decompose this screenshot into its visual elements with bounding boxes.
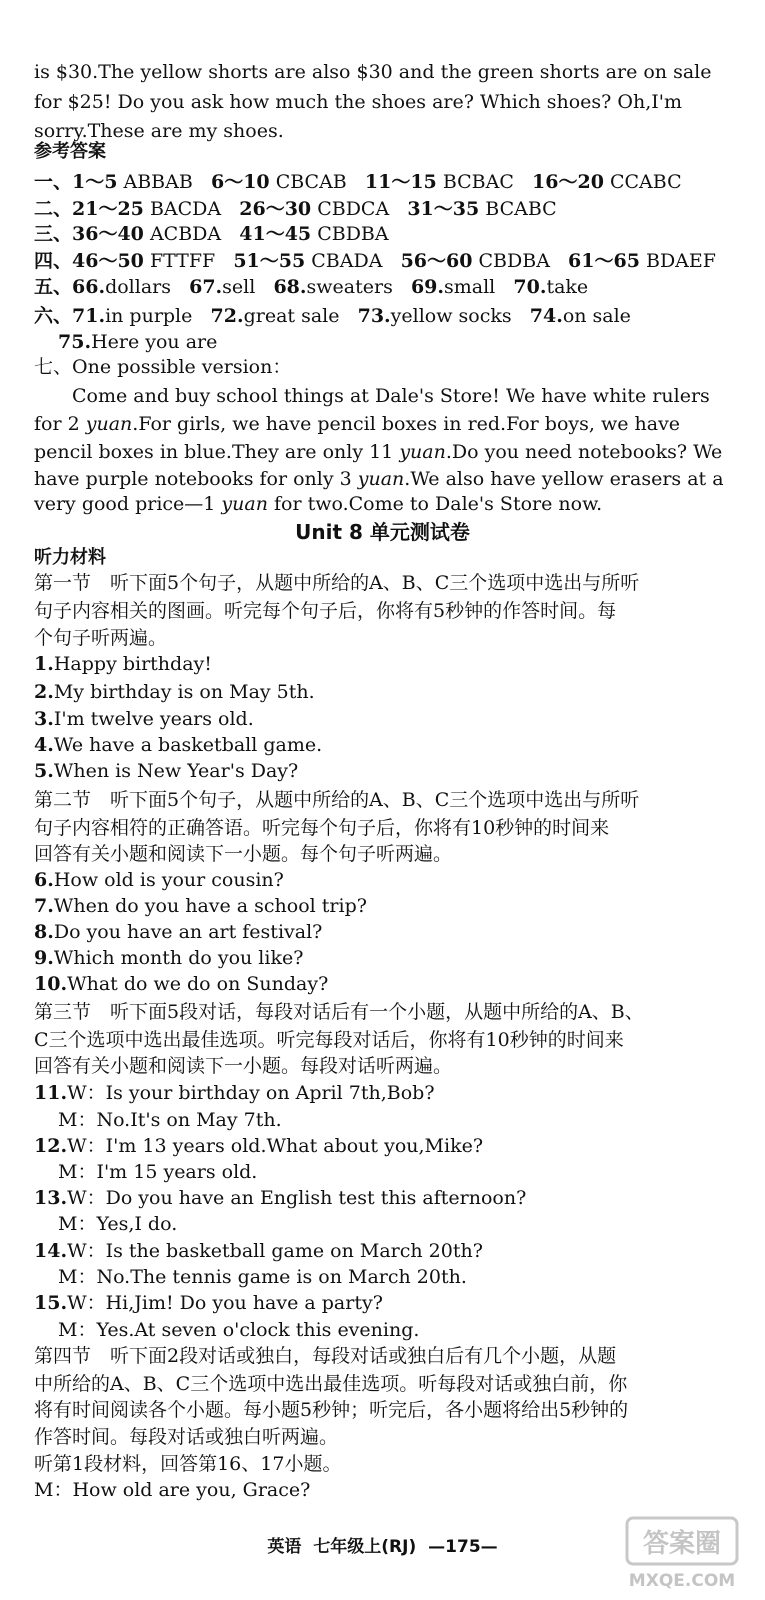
footer-grade: 七年级上(RJ) [313, 1537, 417, 1557]
item-number: 5. [34, 760, 54, 782]
item-text: Happy birthday! [53, 653, 212, 675]
answer-key: CBDBA [317, 223, 389, 245]
answer-num: 六、71. [34, 305, 106, 327]
item-text: We have a basketball game. [53, 734, 323, 756]
list-item [34, 650, 755, 678]
answer-key: CCABC [609, 171, 682, 193]
answer-num: 五、66. [34, 276, 106, 298]
answer-word: sell [222, 276, 256, 298]
essay-line [34, 410, 755, 438]
essay-text: .For girls, we have pencil boxes in red.For boys, we have [132, 413, 681, 435]
item-number: 4. [34, 734, 54, 756]
answer-word: small [444, 276, 496, 298]
answer-key: CBADA [311, 250, 383, 272]
answer-row [34, 302, 755, 330]
text-line: sorry.These are my shoes. [34, 120, 284, 142]
answer-key: BACDA [149, 198, 222, 220]
section-instruction: C三个选项中选出最佳选项。听完每段对话后，你将有10秒钟的时间来 [34, 1029, 624, 1051]
answer-num: 68. [273, 276, 307, 298]
list-item [34, 944, 755, 972]
answer-num: 74. [529, 305, 563, 327]
dialogue-line [34, 1289, 755, 1317]
dialogue-text: W：Is your birthday on April 7th,Bob? [67, 1082, 435, 1104]
section-instruction: 作答时间。每段对话或独白听两遍。 [34, 1426, 339, 1448]
essay-text: .Do you need notebooks? We [445, 441, 723, 463]
item-text: When is New Year's Day? [53, 760, 299, 782]
answer-word: in purple [105, 305, 193, 327]
essay-line [34, 490, 755, 518]
item-number: 15. [34, 1292, 68, 1314]
essay-italic: yuan [399, 441, 446, 463]
watermark-logo [623, 1512, 743, 1594]
answer-word: Here you are [91, 331, 218, 353]
item-number: 6. [34, 869, 54, 891]
list-item [34, 731, 755, 759]
answer-range: 6～10 [210, 171, 270, 193]
section-instruction: 第一节 听下面5个句子，从题中所给的A、B、C三个选项中选出与所听 [34, 572, 640, 594]
answer-key: CBDBA [478, 250, 550, 272]
item-number: 8. [34, 921, 54, 943]
essay-italic: yuan [357, 468, 405, 490]
answer-row [34, 168, 755, 196]
answer-row [34, 247, 755, 275]
answer-row [58, 328, 755, 356]
answer-key: ACBDA [149, 223, 222, 245]
answer-word: sweaters [306, 276, 393, 298]
section-instruction: 句子内容相符的正确答语。听完每个句子后，你将有10秒钟的时间来 [34, 817, 610, 839]
item-number: 12. [34, 1135, 68, 1157]
item-text: What do we do on Sunday? [67, 973, 329, 995]
answer-range: 一、1～5 [34, 171, 118, 193]
essay-text: very good price—1 [34, 493, 222, 515]
item-number: 14. [34, 1240, 68, 1262]
list-item [34, 678, 755, 706]
answer-word: on sale [562, 305, 631, 327]
watermark-url: MXQE.COM [628, 1571, 736, 1591]
list-item [34, 705, 755, 733]
answer-key: CBDCA [317, 198, 390, 220]
list-item [34, 918, 755, 946]
dialogue-line [34, 1184, 755, 1212]
answer-num: 72. [210, 305, 244, 327]
answers-heading: 参考答案 [34, 141, 106, 162]
footer-subject: 英语 [267, 1537, 302, 1557]
essay-italic: yuan [221, 493, 268, 515]
listening-heading: 听力材料 [34, 547, 106, 568]
answer-range: 31～35 [407, 198, 480, 220]
item-number: 1. [34, 653, 54, 675]
list-item [34, 866, 755, 894]
answer-key: BDAEF [645, 250, 716, 272]
section-instruction: 句子内容相关的图画。听完每个句子后，你将有5秒钟的作答时间。每 [34, 600, 617, 622]
dialogue-text: W：I'm 13 years old.What about you,Mike? [67, 1135, 484, 1157]
answer-range: 26～30 [239, 198, 312, 220]
dialogue-line [34, 1237, 755, 1265]
essay-text: have purple notebooks for only 3 [34, 468, 358, 490]
item-text: I'm twelve years old. [53, 708, 254, 730]
section-instruction: 个句子听两遍。 [34, 627, 168, 649]
answer-num: 69. [410, 276, 445, 298]
section-instruction: 第二节 听下面5个句子，从题中所给的A、B、C三个选项中选出与所听 [34, 789, 640, 811]
item-number: 7. [34, 895, 54, 917]
essay-italic: yuan [85, 413, 133, 435]
dialogue-line: M：No.It's on May 7th. [58, 1109, 282, 1131]
list-item [34, 757, 755, 785]
list-item [34, 892, 755, 920]
answer-row [34, 273, 755, 301]
essay-line [34, 465, 755, 493]
essay-text: for two.Come to Dale's Store now. [267, 493, 603, 515]
dialogue-line: M：Yes.At seven o'clock this evening. [58, 1319, 420, 1341]
item-number: 2. [34, 681, 54, 703]
answer-range: 16～20 [532, 171, 604, 193]
text-line: for $25! Do you ask how much the shoes are? Which shoes? Oh,I'm [34, 91, 682, 113]
dialogue-text: W：Is the basketball game on March 20th? [67, 1240, 483, 1262]
unit-title: Unit 8 单元测试卷 [295, 520, 470, 544]
answer-range: 二、21～25 [34, 198, 144, 220]
answer-row [34, 195, 755, 223]
essay-text: pencil boxes in blue.They are only 11 [34, 441, 400, 463]
item-text: Do you have an art festival? [53, 921, 323, 943]
essay-text: .We also have yellow erasers at a [404, 468, 724, 490]
item-text: Which month do you like? [53, 947, 304, 969]
watermark-logo-icon [623, 1512, 743, 1594]
item-number: 13. [34, 1187, 68, 1209]
answer-range: 11～15 [364, 171, 437, 193]
dialogue-line [34, 1079, 755, 1107]
list-item [34, 970, 755, 998]
watermark-text: 答案圈 [642, 1529, 722, 1559]
answer-range: 51～55 [233, 250, 306, 272]
answer-num: 75. [58, 331, 92, 353]
item-number: 10. [34, 973, 68, 995]
essay-text: for 2 [34, 413, 86, 435]
answer-row [34, 220, 755, 248]
answer-num: 73. [357, 305, 391, 327]
answer-key: BCABC [485, 198, 557, 220]
answer-range: 41～45 [239, 223, 312, 245]
item-text: How old is your cousin? [53, 869, 284, 891]
answer-key: ABBAB [123, 171, 193, 193]
answer-word: great sale [243, 305, 340, 327]
text-line: is $30.The yellow shorts are also $30 and the green shorts are on sale [34, 61, 712, 83]
dialogue-line: M：Yes,I do. [58, 1213, 178, 1235]
answer-word: take [546, 276, 589, 298]
answer-num: 70. [513, 276, 547, 298]
section-instruction: 回答有关小题和阅读下一小题。每段对话听两遍。 [34, 1055, 453, 1077]
answer-range: 四、46～50 [34, 250, 144, 272]
answer-key: FTTFF [149, 250, 216, 272]
section-note: 听第1段材料，回答第16、17小题。 [34, 1453, 342, 1475]
dialogue-text: W：Hi,Jim! Do you have a party? [67, 1292, 383, 1314]
answer-key: CBCAB [275, 171, 347, 193]
answer-num: 67. [189, 276, 223, 298]
item-text: My birthday is on May 5th. [53, 681, 315, 703]
essay-line: Come and buy school things at Dale's Store! We have white rulers [72, 385, 710, 407]
section-label: 七、One possible version： [34, 356, 292, 378]
section-instruction: 第三节 听下面5段对话，每段对话后有一个小题，从题中所给的A、B、 [34, 1001, 644, 1023]
section-instruction: 回答有关小题和阅读下一小题。每个句子听两遍。 [34, 843, 453, 865]
answer-range: 61～65 [568, 250, 640, 272]
item-number: 3. [34, 708, 54, 730]
dialogue-line [34, 1132, 755, 1160]
section-instruction: 中所给的A、B、C三个选项中选出最佳选项。听每段对话或独白前，你 [34, 1373, 628, 1395]
dialogue-line: M：How old are you, Grace? [34, 1479, 311, 1501]
answer-word: yellow socks [390, 305, 512, 327]
answer-range: 56～60 [400, 250, 473, 272]
item-text: When do you have a school trip? [53, 895, 367, 917]
essay-line [34, 438, 755, 466]
dialogue-line: M：I'm 15 years old. [58, 1161, 258, 1183]
dialogue-line: M：No.The tennis game is on March 20th. [58, 1266, 467, 1288]
section-instruction: 第四节 听下面2段对话或独白，每段对话或独白后有几个小题，从题 [34, 1345, 617, 1367]
answer-key: BCBAC [442, 171, 514, 193]
section-instruction: 将有时间阅读各个小题。每小题5秒钟；听完后，各小题将给出5秒钟的 [34, 1399, 629, 1421]
item-number: 11. [34, 1082, 68, 1104]
item-number: 9. [34, 947, 54, 969]
footer-page-number: —175— [428, 1537, 498, 1557]
answer-range: 三、36～40 [34, 223, 144, 245]
answer-word: dollars [105, 276, 171, 298]
dialogue-text: W：Do you have an English test this afternoon? [67, 1187, 527, 1209]
